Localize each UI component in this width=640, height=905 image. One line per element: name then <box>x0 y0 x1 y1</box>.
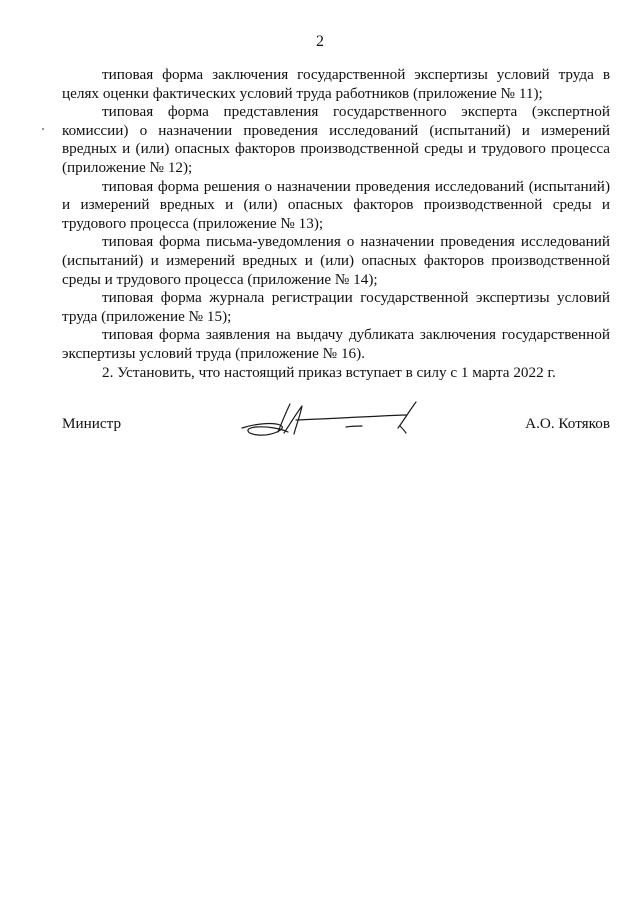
list-item-appendix-12: типовая форма представления государственного эксперта (экспертной комиссии) о назначении проведения исследований (испытаний) и измерений вредных и (или) опасных факторов производственной среды и трудового процесса (приложение № 12); <box>62 103 610 176</box>
list-item-appendix-13: типовая форма решения о назначении проведения исследований (испытаний) и измерений вредных и (или) опасных факторов производственной среды и трудового процесса (приложение № 13); <box>62 177 610 232</box>
signatory-name: А.О. Котяков <box>525 415 610 432</box>
signatory-position: Министр <box>62 415 122 432</box>
effective-date-clause: 2. Установить, что настоящий приказ вступает в силу с 1 марта 2022 г. <box>102 363 556 381</box>
handwritten-signature <box>234 398 424 442</box>
list-item-appendix-14: типовая форма письма-уведомления о назначении проведения исследований (испытаний) и измерений вредных и (или) опасных факторов производственной среды и трудового процесса (приложение № 14); <box>62 233 610 288</box>
scan-speck <box>42 128 44 130</box>
list-item-appendix-11: типовая форма заключения государственной экспертизы условий труда в целях оценки фактических условий труда работников (приложение № 11); <box>62 66 610 102</box>
document-body <box>62 66 610 382</box>
list-item-appendix-16: типовая форма заявления на выдачу дубликата заключения государственной экспертизы условий труда (приложение № 16). <box>62 326 610 362</box>
list-item-appendix-15: типовая форма журнала регистрации государственной экспертизы условий труда (приложение № 15); <box>62 289 610 325</box>
signature-block <box>62 398 610 448</box>
page-number: 2 <box>316 33 324 50</box>
